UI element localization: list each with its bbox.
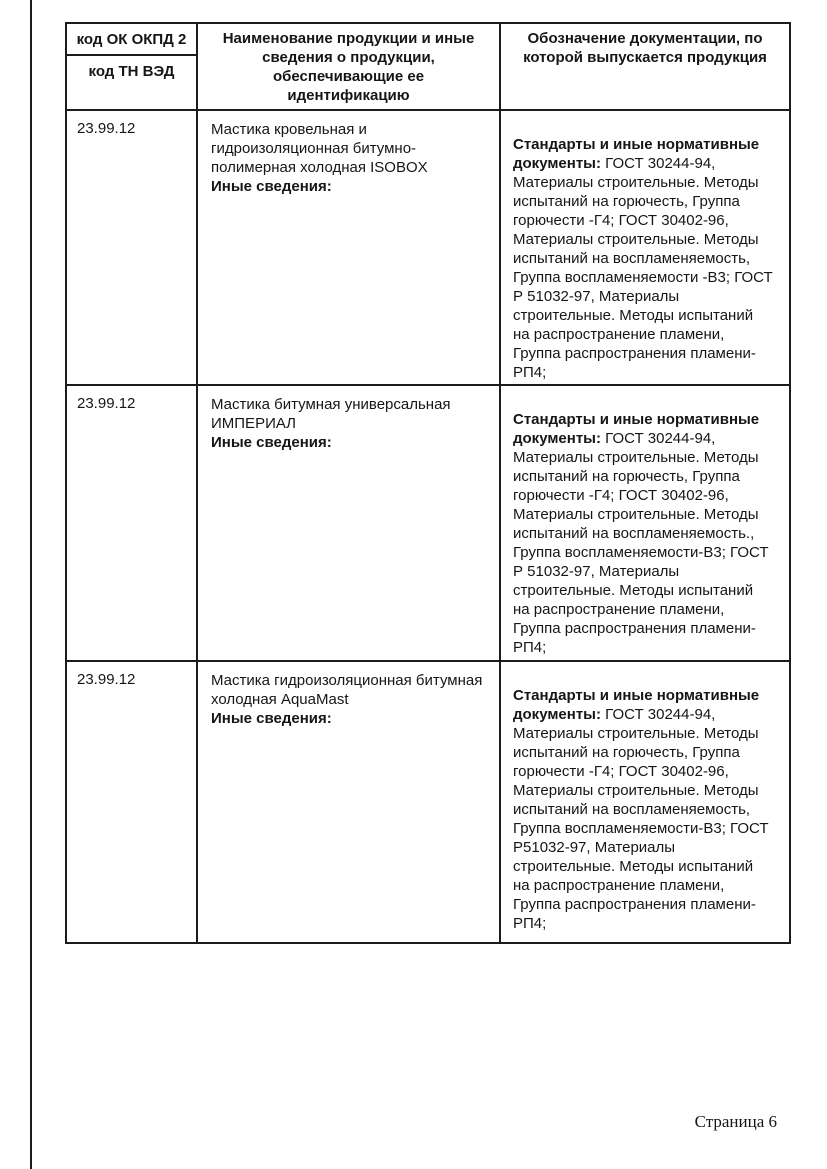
table-header-row xyxy=(67,24,789,111)
product-code: 23.99.12 xyxy=(77,120,136,137)
docs-standards-label: Стандарты и иные нормативные документы: xyxy=(513,411,760,447)
name-cell xyxy=(198,111,501,384)
page-number: Страница 6 xyxy=(694,1112,777,1131)
code-cell xyxy=(67,662,198,942)
product-code: 23.99.12 xyxy=(77,671,136,688)
header-cell-codes xyxy=(67,24,198,109)
docs-cell xyxy=(501,386,789,660)
header-documentation-label: Обозначение документации, по которой выпускается продукция xyxy=(523,30,767,66)
header-okpd-code-label: код ОК ОКПД 2 xyxy=(67,24,196,56)
docs-standards-text: ГОСТ 30244-94, Материалы строительные. Методы испытаний на горючесть, Группа горючести -Г4; ГОСТ 30402-96, Материалы строительные. Методы испытаний на воспламеняемость., Группа воспламеняемости-В3; ГОСТ Р 51032-97, Материалы строительные. Методы испытаний на распространение пламени, Группа распространения пламени-РП4; xyxy=(513,430,769,656)
code-cell xyxy=(67,386,198,660)
other-info-label: Иные сведения: xyxy=(211,178,332,195)
header-cell-documentation xyxy=(501,24,789,109)
name-cell xyxy=(198,386,501,660)
header-cell-product-name xyxy=(198,24,501,109)
other-info-label: Иные сведения: xyxy=(211,710,332,727)
product-name: Мастика кровельная и гидроизоляционная битумно-полимерная холодная ISOBOX xyxy=(211,121,428,176)
docs-standards-text: ГОСТ 30244-94, Материалы строительные. Методы испытаний на горючесть, Группа горючести -Г4; ГОСТ 30402-96, Материалы строительные. Методы испытаний на воспламеняемость, Группа воспламеняемости-В3; ГОСТ Р51032-97, Материалы строительные. Методы испытаний на распространение пламени, Группа распространения пламени-РП4; xyxy=(513,706,769,932)
table-row xyxy=(67,111,789,386)
docs-standards-label: Стандарты и иные нормативные документы: xyxy=(513,136,760,172)
docs-cell xyxy=(501,662,789,942)
other-info-label: Иные сведения: xyxy=(211,434,332,451)
table-row xyxy=(67,662,789,942)
scan-edge-line xyxy=(30,0,32,1169)
table-row xyxy=(67,386,789,662)
docs-standards-text: ГОСТ 30244-94, Материалы строительные. Методы испытаний на горючесть, Группа горючести -Г4; ГОСТ 30402-96, Материалы строительные. Методы испытаний на воспламеняемость, Группа воспламеняемости -В3; ГОСТ Р 51032-97, Материалы строительные. Методы испытаний на распространение пламени, Группа распространения пламени-РП4; xyxy=(513,155,773,381)
product-name: Мастика гидроизоляционная битумная холодная AquaMast xyxy=(211,672,483,708)
code-cell xyxy=(67,111,198,384)
product-code: 23.99.12 xyxy=(77,395,136,412)
product-documentation-table xyxy=(65,22,791,944)
name-cell xyxy=(198,662,501,942)
product-name: Мастика битумная универсальная ИМПЕРИАЛ xyxy=(211,396,451,432)
docs-standards-label: Стандарты и иные нормативные документы: xyxy=(513,687,760,723)
header-product-name-label: Наименование продукции и иные сведения о продукции, обеспечивающие ее идентификацию xyxy=(222,30,475,104)
header-tnved-code-label: код ТН ВЭД xyxy=(88,63,175,80)
docs-cell xyxy=(501,111,789,384)
